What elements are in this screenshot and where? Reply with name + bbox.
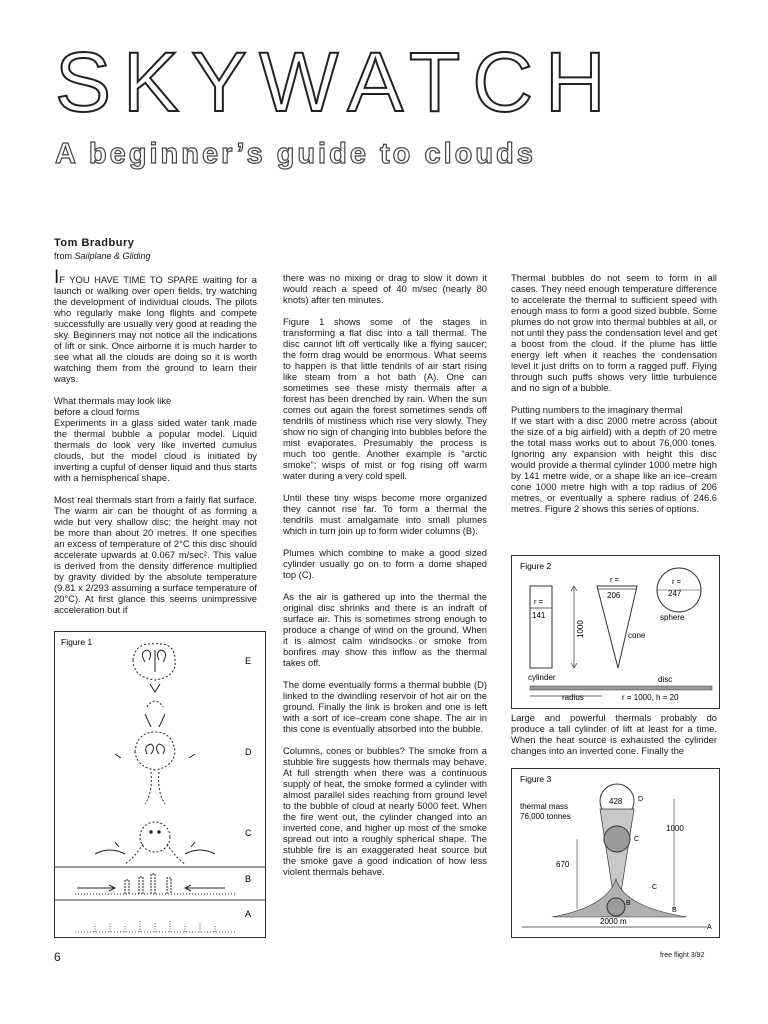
col2-para-6: The dome eventually forms a thermal bubble (D) linked to the dwindling reservoir of hot air on the ground. Finally the link is broken and one is left with a sort of ice–cream cone shape. The air in this cone is eventually absorbed into the bubble.	[283, 679, 487, 734]
fig1-stage-d	[115, 732, 195, 804]
col1-heading-1: What thermals may look like	[54, 395, 172, 406]
col3-para-1: Thermal bubbles do not seem to form in all cases. They need enough temperature difference to accelerate the thermal to sufficient speed with enough mass to form a good sized bubble. Some plumes do not grow into thermal bubbles at all, or not until they pass the condensation level and get a boost from the cloud. If the plume has little energy left when it reaches the condensation level it just drifts on to form a ragged puff. Flying through such puffs shows very little turbulence and no sign of a bubble.	[511, 272, 717, 393]
fig3-label-b2: B	[672, 907, 677, 914]
drop-cap: I	[54, 267, 60, 288]
article-subtitle: A beginner’s guide to clouds	[55, 138, 536, 170]
fig3-label-a: A	[707, 924, 712, 931]
col1-para-2: Experiments in a glass sided water tank made the thermal bubble a popular model. Liquid thermals do look very like inverted cumulus clouds, but the model cloud is initiated by inverting a cupful of denser liquid and thus starts with a hemispherical shape.	[54, 417, 257, 483]
figure-3-title: Figure 3	[520, 774, 552, 784]
fig2-disc	[530, 686, 712, 690]
fig2-radius-label: radius	[562, 693, 584, 702]
fig2-disc-label: disc	[658, 675, 673, 684]
col2-para-3: Until these tiny wisps become more organized they cannot rise far. To form a thermal the tendrils must amalgamate into small plumes which in turn join up to form wider columns (B).	[283, 492, 487, 536]
fig2-sphere-r-value: 247	[668, 589, 682, 598]
fig2-height-value: 1000	[576, 620, 585, 638]
fig1-stage-c	[95, 822, 215, 864]
fig3-mass-value: 76,000 tonnes	[520, 812, 571, 821]
fig1-label-a: A	[245, 909, 252, 919]
fig1-label-e: E	[245, 656, 252, 666]
col2-para-5: As the air is gathered up into the thermal the original disc shrinks and there is an indraft of surface air. This is sometimes strong enough to produce a change of wind on the ground. When it is almost calm windsocks or smoke from bonfires may show this inflow as the thermal takes off.	[283, 591, 487, 668]
fig2-cyl-r-label: r =	[534, 597, 543, 606]
fig2-cyl-r-value: 141	[532, 611, 546, 620]
fig3-bubble-c	[604, 826, 630, 852]
source-publication: Sailplane & Gliding	[74, 251, 151, 261]
figure-2-drawing	[512, 556, 719, 708]
fig2-cone-label: cone	[628, 631, 646, 640]
figure-3-drawing	[512, 769, 719, 937]
col2-para-4: Plumes which combine to make a good sized cylinder usually go on to form a dome shaped top (C).	[283, 547, 487, 580]
col1-para-1	[54, 267, 257, 384]
col1-para-3: Most real thermals start from a fairly flat surface. The warm air can be thought of as forming a wide but very shallow disc; the height may not be more than about 20 metres. If one specifies an excess of temperature of 2°C this disc should accelerate upwards at 0.067 m/sec². This value is derived from the density difference multiplied by gravity divided by the absolute temperature (9.81 x 2/293 assuming a surface temperature of 20°C). At first glance this seems unimpressive acceleration but if	[54, 494, 257, 615]
source-prefix: from	[54, 251, 75, 261]
col3-para-3: Large and powerful thermals probably do produce a tall cylinder of lift at least for a time. When the heat source is exhausted the cylinder changes into an inverted cone. Finally the	[511, 712, 717, 756]
fig1-label-c: C	[245, 828, 252, 838]
figure-3	[511, 768, 720, 938]
fig2-cone-r-value: 206	[607, 591, 621, 600]
fig1-stage-b	[75, 874, 235, 894]
fig2-disc-dims: r = 1000, h = 20	[622, 693, 679, 702]
fig2-sphere-r-label: r =	[672, 577, 681, 586]
figure-1-drawing	[55, 632, 265, 937]
fig3-dim-top: 428	[609, 797, 623, 806]
fig2-cone-r-label: r =	[610, 575, 619, 584]
source-line	[54, 251, 151, 261]
fig1-stage-a	[75, 920, 235, 932]
footer-issue: free flight 3/92	[660, 952, 705, 959]
col1-para-1-text: F YOU HAVE TIME TO SPARE waiting for a launch or walking over open fields, try watching the development of individual clouds. The pilots who regularly make long flights and compete successfully are usually very good at reading the sky. Beginners may not notice all the indications of lift or sink. Once airborne it is much harder to see what all the clouds are doing so it is worth watching them from the ground to learn their ways.	[54, 274, 257, 384]
fig2-sphere-label: sphere	[660, 613, 685, 622]
fig3-dim-height: 1000	[666, 824, 684, 833]
column-2	[283, 272, 487, 888]
col3-para-2: If we start with a disc 2000 metre across (about the size of a big airfield) with a depth of 20 metre the total mass works out to about 76,000 tones. Ignoring any expansion with height this disc would provide a thermal cylinder 1000 metre high by 141 metre wide, or a shape like an ice–cream cone 1000 metre high with a top radius of 206 metres, or eventually a sphere radius of 246.6 metres. Figure 2 shows this series of options.	[511, 415, 717, 514]
col2-para-7: Columns, cones or bubbles? The smoke from a stubble fire suggests how thermals may behave. At full strength when there was a continuous supply of heat, the smoke formed a cylinder with almost parallel sides reaching from ground level to the bubble of cloud at nearly 5000 feet. When the fire went out, the cylinder changed into an inverted cone, and higher up most of the smoke spread out into a roughly spherical shape. The stubble fire is an exaggerated heat source but the smoke gave a good indication of how less violent thermals behave.	[283, 745, 487, 877]
figure-1-title: Figure 1	[61, 637, 93, 647]
figure-1	[54, 631, 266, 938]
fig1-label-d: D	[245, 747, 252, 757]
fig1-stage-e	[133, 644, 175, 727]
fig3-bubble-b	[607, 898, 625, 916]
author-name: Tom Bradbury	[54, 237, 135, 249]
page-number: 6	[54, 950, 61, 964]
column-3-lower	[511, 712, 717, 767]
fig1-label-b: B	[245, 874, 252, 884]
column-1	[54, 267, 257, 626]
fig3-mass-label: thermal mass	[520, 802, 569, 811]
fig3-label-d: D	[638, 796, 644, 803]
fig3-label-c2: C	[652, 884, 658, 891]
col3-heading-1: Putting numbers to the imaginary thermal	[511, 404, 683, 415]
fig3-width-label: 2000 m	[600, 917, 627, 926]
fig3-label-b1: B	[626, 900, 631, 907]
fig2-cylinder-label: cylinder	[528, 673, 556, 682]
fig3-dim-low: 670	[556, 860, 570, 869]
col2-para-1: there was no mixing or drag to slow it down it would reach a speed of 40 m/sec (nearly 80 knots) after ten minutes.	[283, 272, 487, 305]
masthead-title: SKYWATCH	[55, 35, 618, 129]
column-3	[511, 272, 717, 525]
col2-para-2: Figure 1 shows some of the stages in transforming a flat disc into a tall thermal. The disc cannot lift off vertically like a flying saucer; the form drag would be enormous. What seems to happen is that little tendrils of air start rising like steam from a hot bath (A). One can sometimes see these misty thermals after a forest has been drenched by rain. When the sun comes out again the forest sometimes sends off tendrils of mistiness which rise very slowly. They show no sign of changing into bubbles before the mist evaporates. Presumably the process is much too gentle. Another example is “arctic smoke”; wisps of mist or fog rising off warm water during a very cold spell.	[283, 316, 487, 481]
fig3-label-c1: C	[634, 836, 640, 843]
col1-heading-2: before a cloud forms	[54, 406, 140, 417]
figure-2	[511, 555, 720, 709]
figure-2-title: Figure 2	[520, 561, 552, 571]
